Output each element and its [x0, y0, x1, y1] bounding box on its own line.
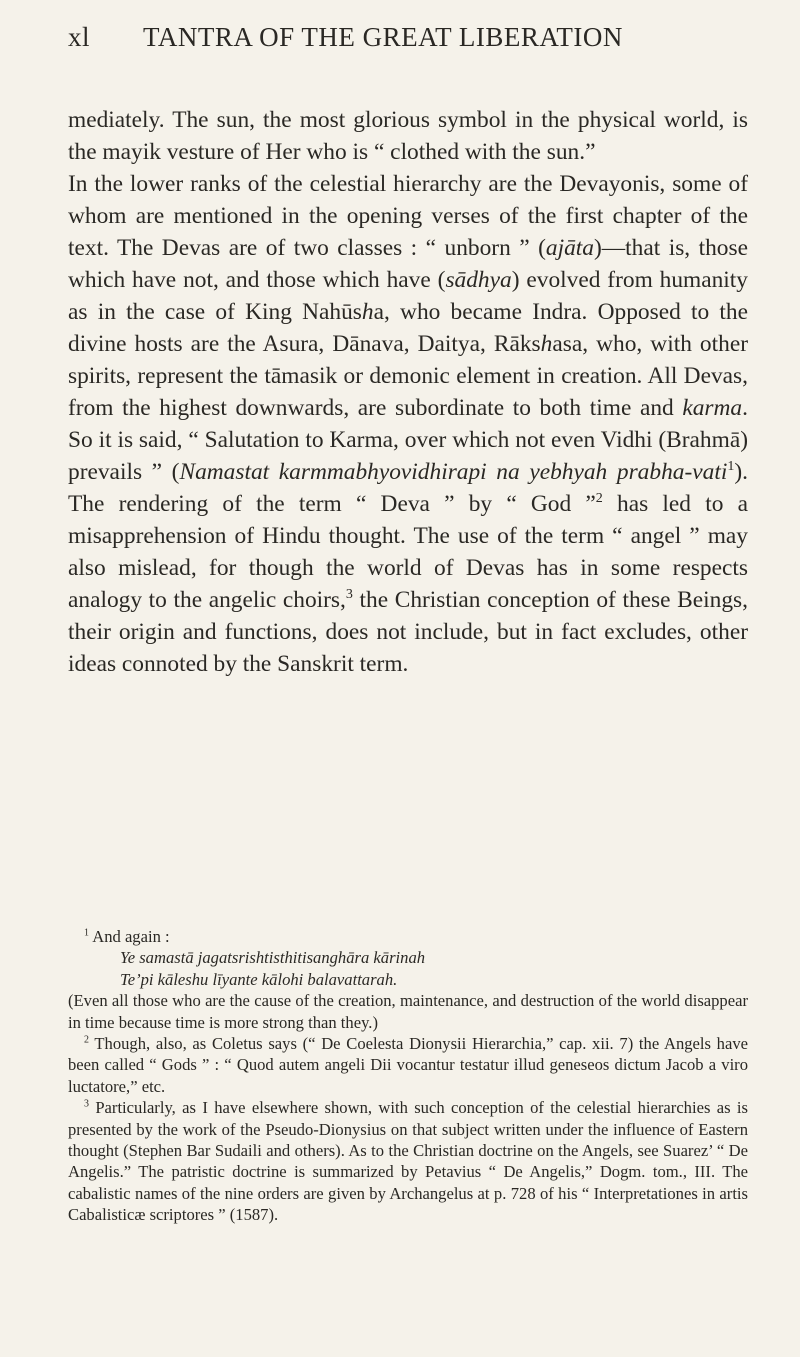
page-number: xl — [68, 22, 91, 52]
footnote-1: $^1$ And again : — [84, 927, 170, 946]
running-title: TANTRA OF THE GREAT LIBERATION — [143, 22, 623, 52]
footnotes — [68, 926, 748, 1226]
footnote-ref-1: 1 — [727, 458, 735, 475]
karma-term: karma — [682, 395, 743, 421]
sanskrit-verse-line-1: Ye samastā jagatsrishtisthitisanghāra kārinah — [120, 948, 426, 968]
paragraph-1: mediately. The sun, the most glorious symbol in the physical world, is the mayik vesture of Her who is “ clothed with the sun.” — [68, 107, 748, 165]
footnote-1-translation: (Even all those who are the cause of the creation, maintenance, and destruction of the world disappear in time because time is more strong than they.) — [68, 991, 748, 1032]
running-header — [68, 22, 748, 62]
footnote-ref-3: 3 — [345, 586, 353, 603]
sanskrit-quote: Namastat karmmabhyovidhirapi na yebhyah prabha-vati — [179, 459, 728, 485]
footnote-3: $^3$ Particularly, as I have elsewhere shown, with such conception of the celestial hierarchies as is presented by the work of the Pseudo-Dionysius on that subject written under the influence of Eastern thought (Stephen Bar Sudaili and others). As to the Christian doctrine on the Angels, see Suarez’ “ De Angelis.” The patristic doctrine is summarized by Petavius “ De Angelis,” Dogm. tom., III. The cabalistic names of the nine orders are given by Archangelus at p. 728 of his “ Interpretationes in artis Cabalisticæ scriptores ” (1587). — [68, 1098, 748, 1225]
footnote-2: $^2$ Though, also, as Coletus says (“ De Coelesta Dionysii Hierarchia,” cap. xii. 7) the Angels have been called “ Gods ” : “ Quod autem angeli Dii vocantur testatur illud geneseos dictum Jacob a viro luctatore,” etc. — [68, 1034, 748, 1096]
footnote-ref-2: 2 — [595, 490, 603, 507]
sanskrit-verse-line-2: Te’pi kāleshu līyante kālohi balavattarah. — [120, 969, 398, 989]
main-text — [68, 104, 748, 680]
paragraph-2: In the lower ranks of the celestial hierarchy are the Devayonis, some of whom are mentioned in the opening verses of the first chapter of the text. The Devas are of two classes : “ unborn ” (ajāta)—that is, those which have not, and those which have (sādhya) evolved from humanity as in the case of King Nahūsha, who became Indra. Opposed to the divine hosts are the Asura, Dānava, Daitya, Rākshasa, who, with other spirits, represent the tāmasik or demonic element in creation. All Devas, from the highest downwards, are subordinate to both time and karma. So it is said, “ Salutation to Karma, over which not even Vidhi (Brahmā) prevails ” (Namastat karmmabhyovidhirapi na yebhyah prabha-vati$^1$). The rendering of the term “ Deva ” by “ God ”$^2$ has led to a misapprehension of Hindu thought. The use of the term “ angel ” may also mislead, for though the world of Devas has in some respects analogy to the angelic choirs,$^3$ the Christian conception of these Beings, their origin and functions, does not include, but in fact excludes, other ideas connoted by the Sanskrit term. — [68, 171, 748, 677]
